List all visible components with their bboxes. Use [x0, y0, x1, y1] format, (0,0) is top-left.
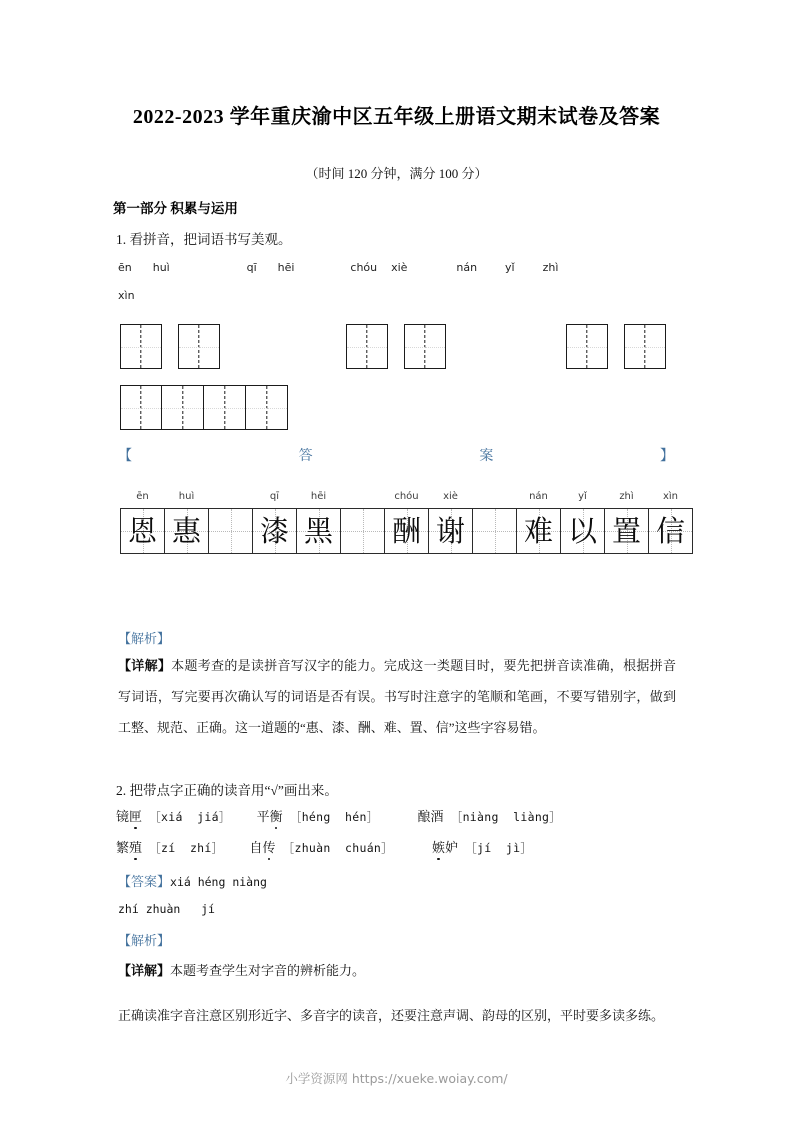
answer-cell-spacer	[341, 509, 385, 553]
cell-character: 信	[655, 513, 685, 548]
answer-value-line-1: xiá héng niàng	[170, 875, 267, 889]
question-1-text: 1. 看拼音，把词语书写美观。	[116, 232, 292, 247]
answer-cell	[253, 491, 297, 553]
answer-cell	[297, 491, 341, 553]
word-char: 镜	[116, 809, 130, 824]
answer-cell-spacer	[209, 509, 253, 553]
choice-gap	[231, 809, 257, 824]
answer-tag: 【答案】	[118, 874, 171, 889]
question-1-explain-tag: 【解析】	[118, 631, 171, 646]
blank-box[interactable]	[566, 324, 608, 369]
bracket-open: 【	[118, 449, 132, 464]
cell-character: 漆	[259, 513, 289, 548]
question-2-explain-tag: 【解析】	[118, 933, 171, 948]
explain-lead: 【详解】	[118, 658, 172, 673]
cell-pinyin: ēn	[136, 491, 149, 502]
explain-text: 本题考查的是读拼音写汉字的能力。完成这一类题目时，要先把拼音读准确，根据拼音写词语，写完要再次确认写的词语是否有误。书写时注意字的笔顺和笔画，不要写错别字，做到工整、规范、正确。这一道题的“惠、漆、酬、难、置、信”这些字容易错。	[118, 658, 676, 735]
question-1-explain-body	[118, 650, 676, 743]
cell-character: 以	[567, 513, 597, 548]
cell-pinyin: xìn	[662, 491, 679, 502]
blank-box[interactable]	[178, 324, 220, 369]
question-2-explain-body-2: 正确读准字音注意区别形近字、多音字的读音，还要注意声调、韵母的区别，平时要多读多练。	[118, 1008, 665, 1023]
choice-word	[257, 809, 283, 824]
answer-cell	[121, 491, 165, 553]
word-char: 平	[256, 809, 270, 824]
question-2-choice-row-2	[116, 837, 696, 856]
answer-cell	[385, 491, 429, 553]
word-char: 酿	[417, 809, 431, 824]
question-2-text: 2. 把带点字正确的读音用“√”画出来。	[116, 783, 338, 798]
word-char-marked: 殖	[129, 837, 142, 856]
answer-cell	[429, 491, 473, 553]
answer-cell	[165, 491, 209, 553]
question-2-answer-row	[118, 871, 267, 890]
blank-box[interactable]	[162, 385, 204, 430]
choice-pinyin-options[interactable]: ［jí jì］	[458, 841, 533, 855]
cell-character: 酬	[391, 513, 421, 548]
page-title: 2022-2023 学年重庆渝中区五年级上册语文期末试卷及答案	[132, 106, 661, 128]
blank-box[interactable]	[204, 385, 246, 430]
choice-word	[249, 840, 275, 855]
cell-horizontal-guide	[473, 531, 516, 532]
explain-text: 本题考查学生对字音的辨析能力。	[170, 963, 366, 978]
word-char-marked: 传	[262, 837, 275, 856]
cell-character: 恩	[127, 513, 157, 548]
cell-pinyin: huì	[178, 491, 195, 502]
cell-character: 难	[523, 513, 553, 548]
cell-pinyin: qī	[269, 491, 280, 502]
choice-pinyin-options[interactable]: ［niàng liàng］	[443, 810, 562, 824]
cell-pinyin: xiè	[443, 491, 458, 502]
choice-pinyin-options[interactable]: ［zhuàn chuán］	[275, 841, 393, 855]
choice-word	[116, 840, 142, 855]
blank-box[interactable]	[246, 385, 288, 430]
blank-box[interactable]	[120, 385, 162, 430]
word-char-marked: 嫉	[432, 837, 445, 856]
blank-box[interactable]	[120, 324, 162, 369]
question-2-choice-row-1	[116, 806, 696, 825]
cell-horizontal-guide	[209, 531, 252, 532]
cell-pinyin: zhì	[619, 491, 634, 502]
choice-gap	[379, 809, 418, 824]
blank-box[interactable]	[404, 324, 446, 369]
answer-cell	[605, 491, 649, 553]
cell-character: 置	[611, 513, 641, 548]
cell-pinyin: chóu	[394, 491, 419, 502]
choice-word	[418, 809, 444, 824]
choice-pinyin-options[interactable]: ［héng hén］	[282, 810, 379, 824]
answer-cell	[517, 491, 561, 553]
answer-character-grid	[120, 491, 693, 554]
question-1-pinyin-line-1: ēn huì qī hēi chóu xiè nán yǐ zhì	[118, 261, 559, 274]
answer-cell-spacer	[473, 509, 517, 553]
word-char-marked: 匣	[129, 806, 142, 825]
choice-gap	[393, 840, 432, 855]
blank-box[interactable]	[346, 324, 388, 369]
choice-pinyin-options[interactable]: ［zí zhí］	[142, 841, 224, 855]
question-1-pinyin-line-2: xìn	[118, 289, 135, 302]
explain-lead: 【详解】	[118, 963, 171, 978]
choice-word	[432, 840, 458, 855]
answer-cell	[561, 491, 605, 553]
answer-value-line-2: zhí zhuàn jí	[118, 902, 215, 916]
word-char: 妒	[444, 840, 458, 855]
cell-pinyin: nán	[529, 491, 548, 502]
word-char-marked: 衡	[270, 806, 283, 825]
choice-word	[116, 809, 142, 824]
question-2-explain-body	[118, 955, 676, 986]
word-char: 繁	[116, 840, 130, 855]
section-heading: 第一部分 积累与运用	[113, 201, 238, 216]
cell-character: 黑	[303, 513, 333, 548]
footer-watermark: 小学资源网 https://xueke.woiay.com/	[285, 1071, 508, 1086]
answer-char-1: 答	[298, 449, 313, 464]
cell-pinyin: yǐ	[578, 491, 587, 502]
bracket-close: 】	[659, 449, 674, 464]
choice-gap	[223, 840, 249, 855]
cell-pinyin: hēi	[310, 491, 327, 502]
answer-char-2: 案	[479, 449, 494, 464]
cell-character: 谢	[435, 513, 465, 548]
word-char: 酒	[430, 809, 444, 824]
answer-cell	[649, 491, 693, 553]
choice-pinyin-options[interactable]: ［xiá jiá］	[142, 810, 231, 824]
answer-marker-row	[118, 445, 674, 465]
word-char: 自	[249, 840, 263, 855]
cell-horizontal-guide	[341, 531, 384, 532]
blank-box[interactable]	[624, 324, 666, 369]
exam-meta: （时间 120 分钟，满分 100 分）	[305, 166, 488, 181]
cell-character: 惠	[171, 513, 201, 548]
